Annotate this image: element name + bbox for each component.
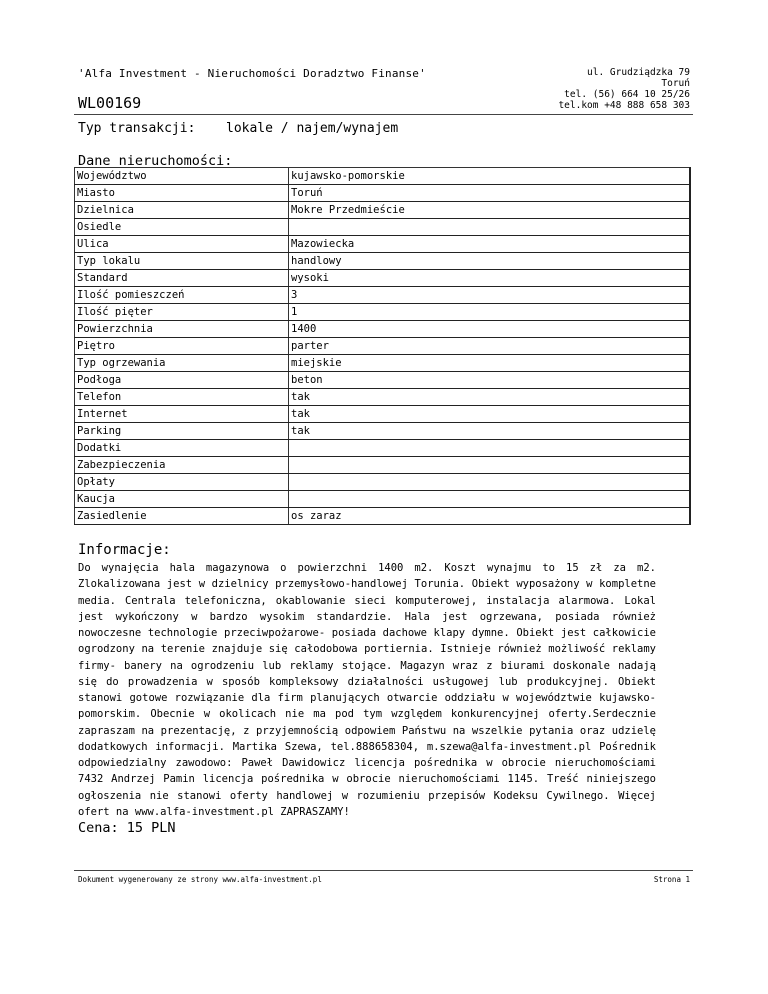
table-row [75,406,691,423]
table-row [75,508,691,525]
property-value: tak [289,423,691,440]
table-row [75,491,691,508]
property-key: Dzielnica [75,202,289,219]
property-value: os zaraz [289,508,691,525]
table-row [75,372,691,389]
property-key: Podłoga [75,372,289,389]
table-row [75,304,691,321]
table-row [75,355,691,372]
address-city: Toruń [661,78,690,89]
footer-divider [74,870,693,871]
property-value: 1 [289,304,691,321]
property-value: Mokre Przedmieście [289,202,691,219]
table-row [75,236,691,253]
table-row [75,219,691,236]
property-value [289,491,691,508]
table-row [75,474,691,491]
property-value: kujawsko-pomorskie [289,168,691,185]
phone-number: tel. (56) 664 10 25/26 [564,89,690,100]
table-row [75,185,691,202]
property-key: Kaucja [75,491,289,508]
contact-block [558,67,690,111]
table-row [75,287,691,304]
table-row [75,168,691,185]
property-key: Zasiedlenie [75,508,289,525]
table-row [75,440,691,457]
table-row [75,253,691,270]
table-row [75,423,691,440]
info-text: Do wynajęcia hala magazynowa o powierzchni 1400 m2. Koszt wynajmu to 15 zł za m2. Zlokalizowana jest w dzielnicy przemysłowo-handlowej Torunia. Obiekt wyposażony w kompletne media. Centrala telefoniczna, okablowanie sieci komputerowej, instalacja alarmowa. Lokal jest wykończony w bardzo wysokim standardzie. Hala jest ogrzewana, posiada również nowoczesne technologie przeciwpożarowe- posiada dachowe klapy dymne. Obiekt jest całkowicie ogrodzony na terenie znajduje się całodobowa portiernia. Istnieje również możliwość reklamy firmy- banery na ogrodzeniu lub reklamy stojące. Magazyn wraz z biurami doskonale nadają się do prowadzenia w sposób kompleksowy działalności usługowej lub produkcyjnej. Obiekt stanowi gotowe rozwiązanie dla firm planujących otwarcie oddziału w województwie kujawsko-pomorskim. Obecnie w okolicach nie ma pod tym względem konkurencyjnej oferty.Serdecznie zapraszam na prezentację, z przyjemnością odpowiem Państwu na wszelkie pytania oraz udzielę dodatkowych informacji. Martika Szewa, tel.888658304, m.szewa@alfa-investment.pl Pośrednik odpowiedzialny zawodowo: Paweł Dawidowicz licencja pośrednika w obrocie nieruchomościami 7432 Andrzej Pamin licencja pośrednika w obrocie nieruchomościami 1145. Treść niniejszego ogłoszenia nie stanowi oferty handlowej w rozumieniu przepisów Kodeksu Cywilnego. Więcej ofert na www.alfa-investment.pl ZAPRASZAMY! [78,562,656,818]
property-value: 1400 [289,321,691,338]
header-divider [74,114,693,115]
table-row [75,389,691,406]
property-value [289,457,691,474]
property-value: 3 [289,287,691,304]
property-value [289,219,691,236]
property-value: Mazowiecka [289,236,691,253]
property-value: tak [289,389,691,406]
company-name: 'Alfa Investment - Nieruchomości Doradztwo Finanse' [78,67,426,80]
property-table [74,167,691,525]
property-key: Miasto [75,185,289,202]
page-number: Strona 1 [653,875,690,884]
property-key: Zabezpieczenia [75,457,289,474]
price: Cena: 15 PLN [78,820,176,836]
property-value: parter [289,338,691,355]
property-key: Ilość pomieszczeń [75,287,289,304]
table-row [75,270,691,287]
property-value: beton [289,372,691,389]
info-title: Informacje: [78,542,171,558]
property-key: Internet [75,406,289,423]
property-key: Parking [75,423,289,440]
property-value [289,440,691,457]
property-key: Typ lokalu [75,253,289,270]
property-key: Ilość pięter [75,304,289,321]
table-row [75,338,691,355]
table-row [75,202,691,219]
property-key: Telefon [75,389,289,406]
property-value: wysoki [289,270,691,287]
property-key: Opłaty [75,474,289,491]
property-value [289,474,691,491]
property-key: Typ ogrzewania [75,355,289,372]
property-value: tak [289,406,691,423]
property-value: handlowy [289,253,691,270]
property-key: Województwo [75,168,289,185]
property-key: Osiedle [75,219,289,236]
table-row [75,457,691,474]
mobile-number: tel.kom +48 888 658 303 [558,100,690,111]
property-key: Dodatki [75,440,289,457]
property-key: Standard [75,270,289,287]
property-section-title: Dane nieruchomości: [78,153,233,169]
property-key: Ulica [75,236,289,253]
property-value: Toruń [289,185,691,202]
transaction-label: Typ transakcji: [78,121,196,136]
footer-source: Dokument wygenerowany ze strony www.alfa-investment.pl [78,875,322,884]
transaction-value: lokale / najem/wynajem [226,121,399,136]
property-key: Powierzchnia [75,321,289,338]
property-value: miejskie [289,355,691,372]
property-key: Piętro [75,338,289,355]
offer-id: WL00169 [78,94,142,112]
address-street: ul. Grudziądzka 79 [587,67,690,78]
table-row [75,321,691,338]
